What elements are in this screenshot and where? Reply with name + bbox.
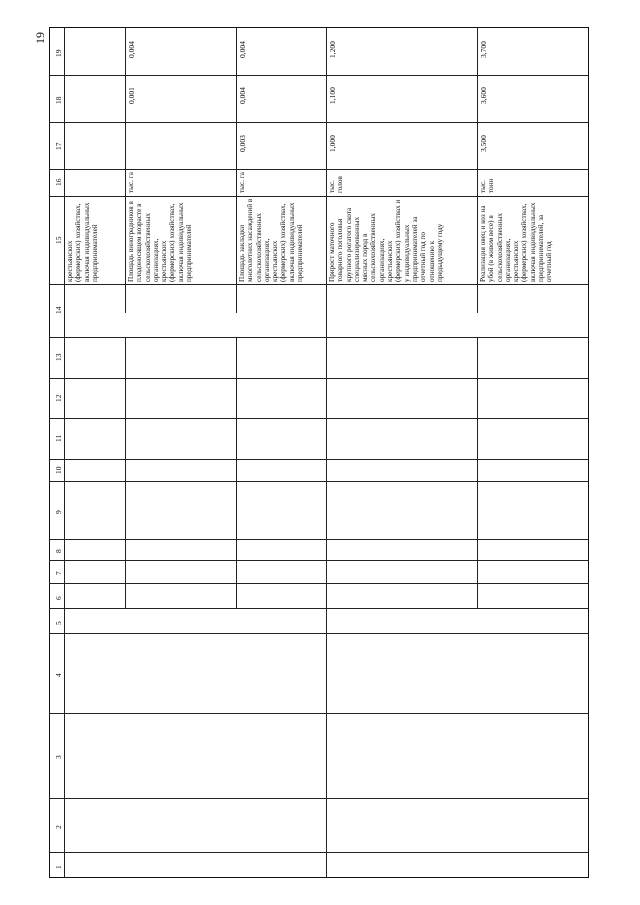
value-col19: 0,004 bbox=[127, 41, 136, 58]
column-number: 3 bbox=[54, 755, 63, 759]
unit: тыс. голов bbox=[328, 176, 345, 193]
value-col19: 3,700 bbox=[479, 41, 488, 58]
indicator-name: Площадь закладки многолетних насаждений в сельскохозяйственных организациях, крестьянских (фермерских) хозяйствах, включая индивидуальных предпринимателей bbox=[238, 198, 305, 282]
indicator-name: Площадь виноградников в плодоносящем возрасте в сельскохозяйственных организациях, крестьянских (фермерских) хозяйствах, включая индивидуальных предпринимателей bbox=[127, 201, 194, 282]
value-col18: 1,100 bbox=[328, 87, 337, 104]
value-col18: 0,001 bbox=[127, 87, 136, 104]
column-number: 9 bbox=[54, 510, 63, 514]
column-number: 6 bbox=[54, 596, 63, 600]
column-number: 17 bbox=[54, 142, 63, 150]
value-col18: 3,600 bbox=[479, 87, 488, 104]
value-col17: 3,500 bbox=[479, 135, 488, 152]
column-number: 15 bbox=[54, 236, 63, 244]
unit: тыс. га bbox=[238, 172, 246, 193]
column-number: 12 bbox=[54, 394, 63, 402]
value-col18: 0,004 bbox=[238, 87, 247, 104]
column-number: 4 bbox=[54, 673, 63, 677]
column-number: 18 bbox=[54, 96, 63, 104]
column-number: 13 bbox=[54, 353, 63, 361]
column-number: 16 bbox=[54, 178, 63, 186]
page-number: 19 bbox=[33, 32, 47, 44]
indicator-name: Реализация овец и коз на убой (в живом весе) в сельскохозяйственных организациях, крестьянских (фермерских) хозяйствах, включая индивидуальных предпринимателей, за отчетный год bbox=[479, 202, 554, 282]
value-col19: 1,200 bbox=[328, 41, 337, 58]
column-number: 14 bbox=[54, 306, 63, 314]
column-number: 10 bbox=[54, 466, 63, 474]
column-number: 1 bbox=[54, 865, 63, 869]
column-number: 2 bbox=[54, 825, 63, 829]
unit: тыс. тонн bbox=[479, 178, 496, 193]
value-col17: 1,000 bbox=[328, 135, 337, 152]
value-col19: 0,004 bbox=[238, 41, 247, 58]
indicator-name: Прирост маточного товарного поголовья крупного рогатого скота специализированных мясных пород в сельскохозяйственных организациях, крестьянских (фермерских) хозяйствах и у индивидуальных предпринимателей за отчетный год по отношению к предыдущему году bbox=[328, 199, 444, 282]
column-number: 7 bbox=[54, 571, 63, 575]
column-number: 19 bbox=[54, 49, 63, 57]
unit: тыс. га bbox=[127, 172, 135, 193]
value-col17: 0,003 bbox=[238, 135, 247, 152]
column-number: 8 bbox=[54, 549, 63, 553]
indicator-name: крестьянских (фермерских) хозяйствах, включая индивидуальных предпринимателей bbox=[66, 202, 99, 282]
column-number: 11 bbox=[54, 434, 63, 442]
column-number: 5 bbox=[54, 621, 63, 625]
